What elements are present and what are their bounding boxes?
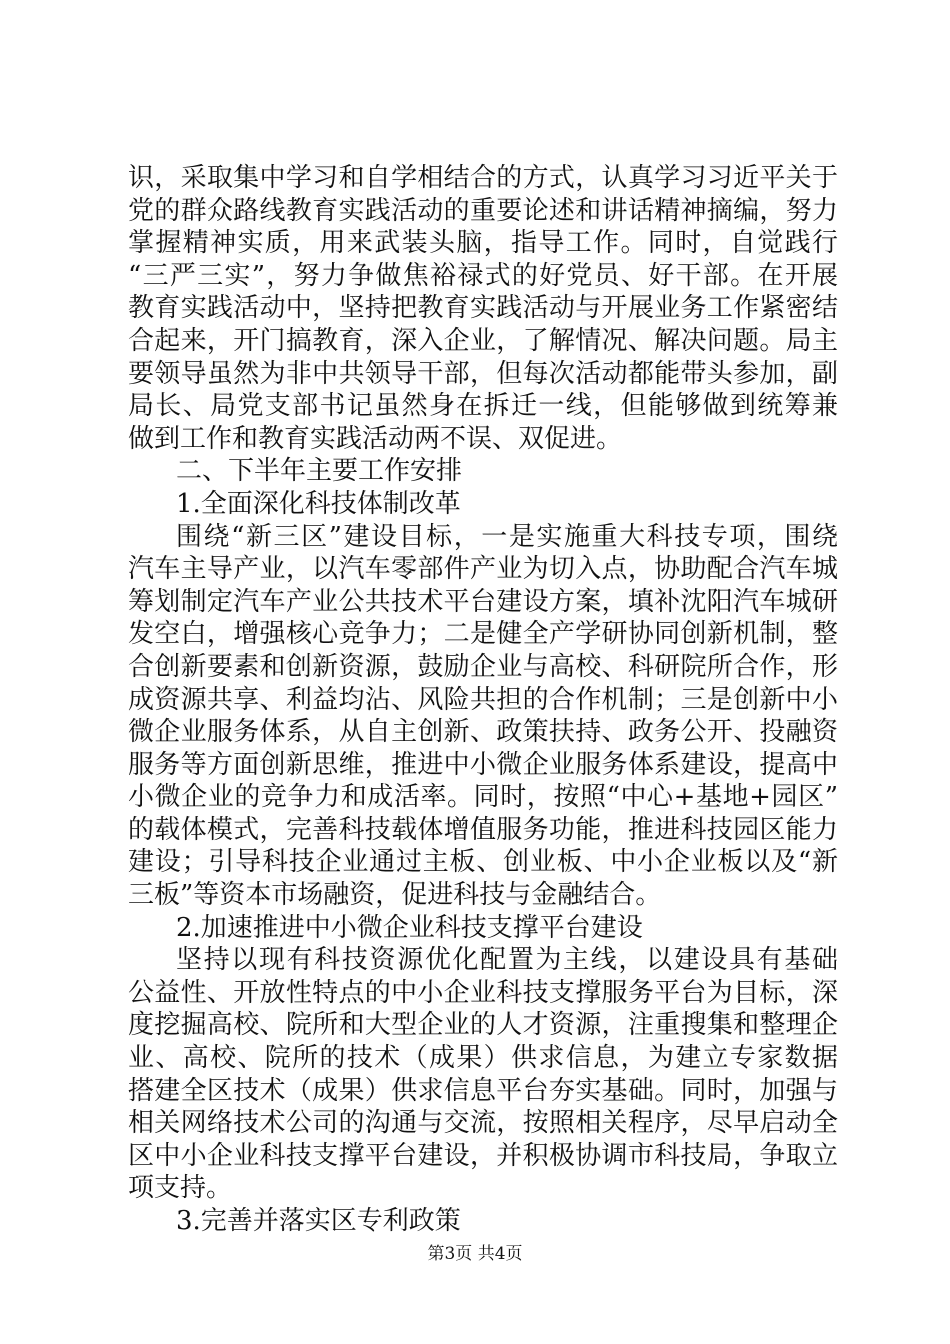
text-line: 小微企业的竞争力和成活率。同时，按照“中心+基地+园区” — [128, 782, 838, 813]
text-line: 围绕“新三区”建设目标，一是实施重大科技专项，围绕 — [176, 521, 838, 552]
text-line: 微企业服务体系，从自主创新、政策扶持、政务公开、投融资 — [128, 717, 838, 748]
page-number-footer: 第3页 共4页 — [427, 1244, 523, 1264]
text-line: 三板”等资本市场融资，促进科技与金融结合。 — [128, 880, 662, 911]
text-line: 掌握精神实质，用来武装头脑，指导工作。同时，自觉践行 — [128, 228, 838, 259]
text-line: 汽车主导产业，以汽车零部件产业为切入点，协助配合汽车城 — [128, 554, 838, 585]
text-line: 做到工作和教育实践活动两不误、双促进。 — [128, 423, 623, 454]
text-line: 合创新要素和创新资源，鼓励企业与高校、科研院所合作，形 — [128, 651, 838, 682]
text-line: 成资源共享、利益均沾、风险共担的合作机制；三是创新中小 — [128, 684, 838, 715]
subsection-heading: 3.完善并落实区专利政策 — [176, 1206, 461, 1236]
subsection-heading: 1.全面深化科技体制改革 — [176, 488, 461, 519]
subsection-heading: 2.加速推进中小微企业科技支撑平台建设 — [176, 912, 643, 943]
text-line: 区中小企业科技支撑平台建设，并积极协调市科技局，争取立 — [128, 1140, 838, 1171]
text-line: 公益性、开放性特点的中小企业科技支撑服务平台为目标，深 — [128, 977, 838, 1008]
text-line: 搭建全区技术（成果）供求信息平台夯实基础。同时，加强与 — [128, 1075, 838, 1106]
text-line: 发空白，增强核心竞争力；二是健全产学研协同创新机制，整 — [128, 619, 838, 650]
text-line: 识，采取集中学习和自学相结合的方式，认真学习习近平关于 — [128, 163, 838, 193]
text-line: 坚持以现有科技资源优化配置为主线，以建设具有基础 — [176, 945, 838, 976]
text-line: 项支持。 — [128, 1173, 233, 1204]
text-line: 合起来，开门搞教育，深入企业，了解情况、解决问题。局主 — [128, 325, 838, 356]
text-line: 教育实践活动中，坚持把教育实践活动与开展业务工作紧密结 — [128, 293, 838, 324]
text-line: 的载体模式，完善科技载体增值服务功能，推进科技园区能力 — [128, 814, 838, 845]
text-line: 党的群众路线教育实践活动的重要论述和讲话精神摘编，努力 — [128, 195, 838, 226]
text-line: 业、高校、院所的技术（成果）供求信息，为建立专家数据 — [128, 1043, 838, 1074]
text-line: “三严三实”，努力争做焦裕禄式的好党员、好干部。在开展 — [128, 260, 838, 291]
text-line: 局长、局党支部书记虽然身在拆迁一线，但能够做到统筹兼 — [128, 391, 838, 422]
text-line: 要领导虽然为非中共领导干部，但每次活动都能带头参加，副 — [128, 358, 838, 389]
document-body — [128, 162, 838, 1238]
section-heading: 二、下半年主要工作安排 — [176, 456, 463, 487]
text-line: 建设；引导科技企业通过主板、创业板、中小企业板以及“新 — [128, 847, 838, 878]
text-line: 服务等方面创新思维，推进中小微企业服务体系建设，提高中 — [128, 749, 838, 780]
text-line: 度挖掘高校、院所和大型企业的人才资源，注重搜集和整理企 — [128, 1010, 838, 1041]
text-line: 相关网络技术公司的沟通与交流，按照相关程序，尽早启动全 — [128, 1108, 838, 1139]
text-line: 筹划制定汽车产业公共技术平台建设方案，填补沈阳汽车城研 — [128, 586, 838, 617]
